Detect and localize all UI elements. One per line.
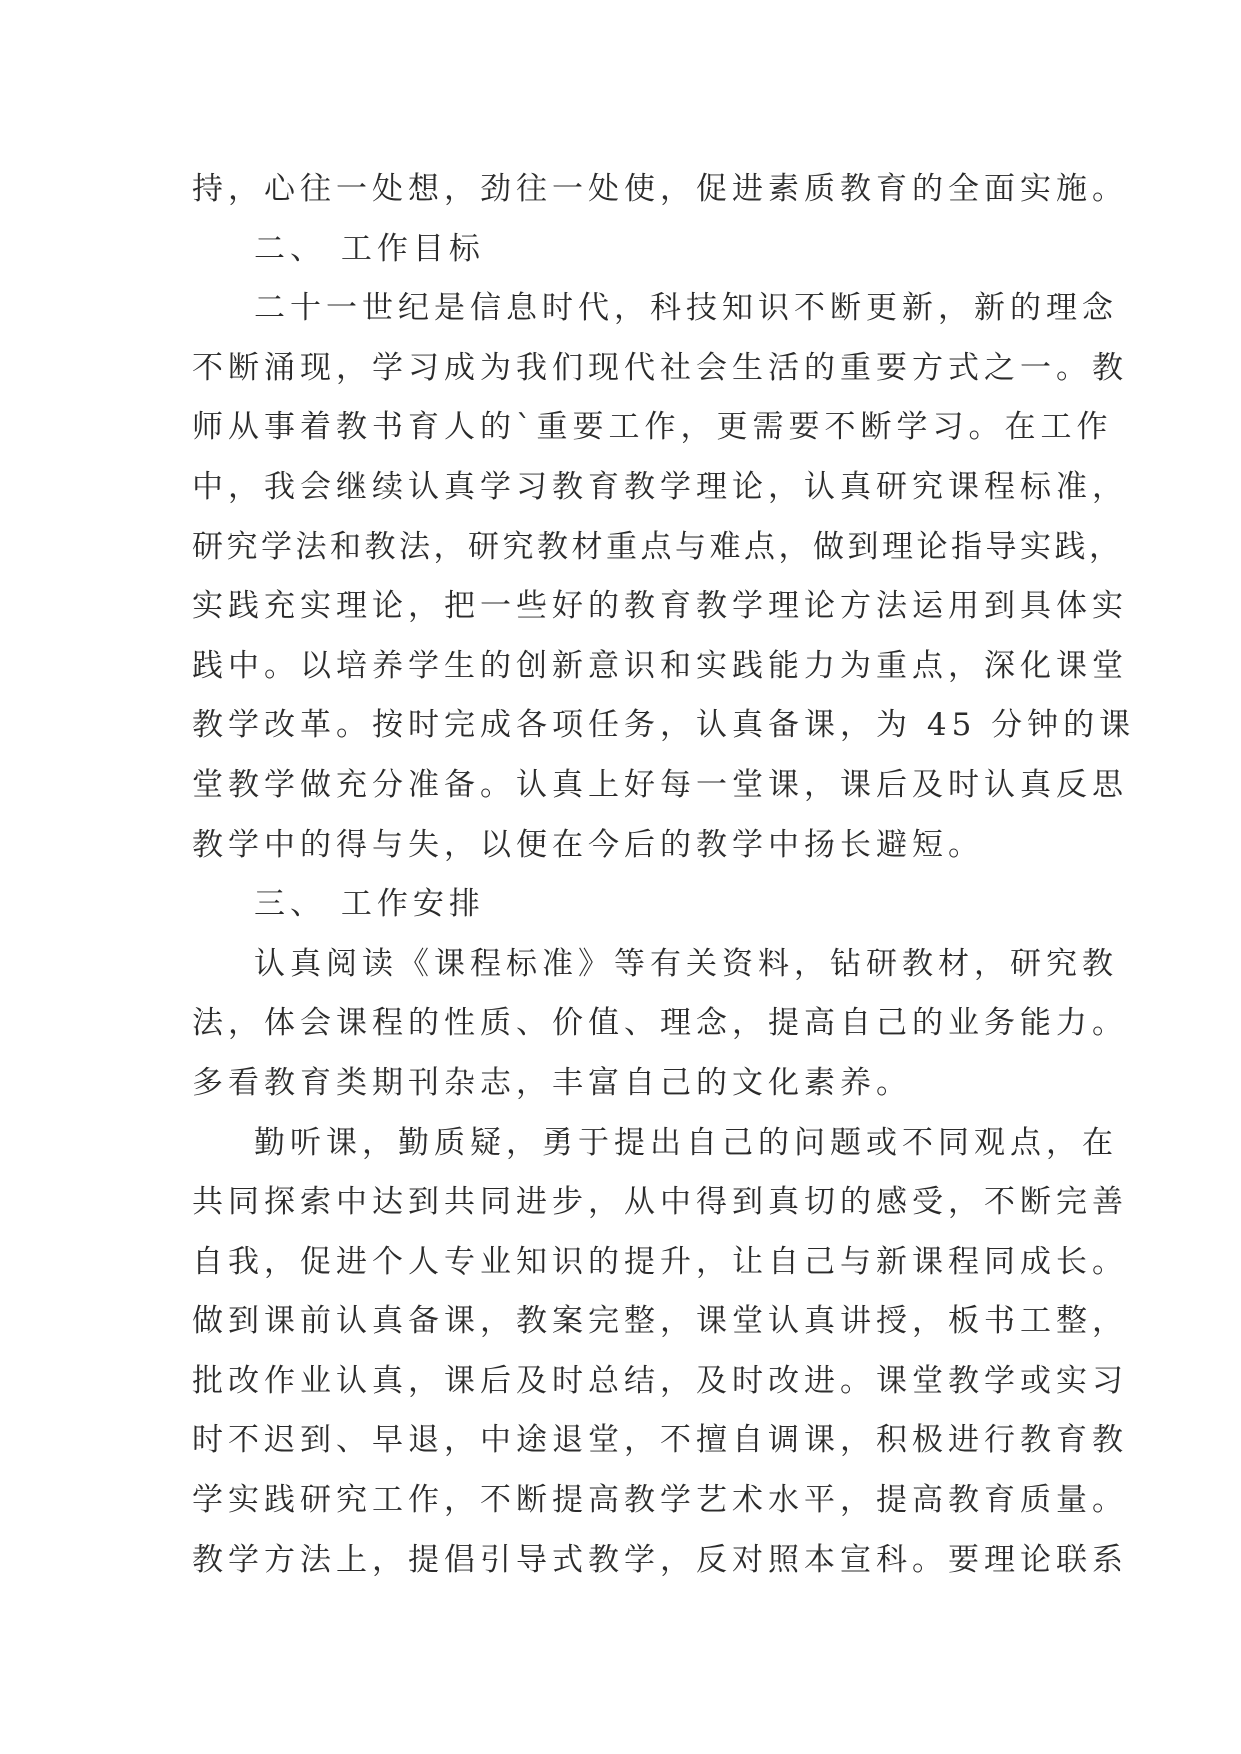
text-line: 不断涌现，学习成为我们现代社会生活的重要方式之一。教	[192, 349, 1128, 386]
text-line: 师从事着教书育人的`重要工作，更需要不断学习。在工作	[192, 409, 1113, 446]
text-line: 实践充实理论，把一些好的教育教学理论方法运用到具体实	[192, 588, 1128, 625]
text-line: 践中。以培养学生的创新意识和实践能力为重点，深化课堂	[192, 647, 1128, 684]
text-line: 批改作业认真，课后及时总结，及时改进。课堂教学或实习	[192, 1362, 1128, 1399]
text-line: 时不迟到、早退，中途退堂，不擅自调课，积极进行教育教	[192, 1422, 1128, 1459]
text-line: 持，心往一处想，劲往一处使，促进素质教育的全面实施。	[192, 171, 1128, 207]
text-line: 教学方法上，提倡引导式教学，反对照本宣科。要理论联系	[192, 1541, 1128, 1578]
text-line: 教学中的得与失，以便在今后的教学中扬长避短。	[192, 826, 984, 863]
document-body	[192, 160, 1136, 1590]
section-heading: 三、 工作安排	[254, 886, 485, 923]
text-line: 共同探索中达到共同进步，从中得到真切的感受，不断完善	[192, 1184, 1128, 1221]
section-heading: 二、 工作目标	[254, 230, 485, 267]
text-line: 学实践研究工作，不断提高教学艺术水平，提高教育质量。	[192, 1482, 1128, 1519]
text-line: 认真阅读《课程标准》等有关资料，钻研教材，研究教	[254, 945, 1118, 982]
text-line: 勤听课，勤质疑，勇于提出自己的问题或不同观点，在	[254, 1124, 1118, 1161]
text-line: 教学改革。按时完成各项任务，认真备课，为 45 分钟的课	[192, 707, 1136, 744]
text-line: 自我，促进个人专业知识的提升，让自己与新课程同成长。	[192, 1243, 1128, 1280]
text-line: 中，我会继续认真学习教育教学理论，认真研究课程标准，	[192, 468, 1128, 505]
text-line: 二十一世纪是信息时代，科技知识不断更新，新的理念	[254, 290, 1118, 327]
text-line: 堂教学做充分准备。认真上好每一堂课，课后及时认真反思	[192, 766, 1128, 803]
text-line: 多看教育类期刊杂志，丰富自己的文化素养。	[192, 1064, 912, 1101]
text-line: 做到课前认真备课，教案完整，课堂认真讲授，板书工整，	[192, 1303, 1128, 1340]
text-line: 法，体会课程的性质、价值、理念，提高自己的业务能力。	[192, 1005, 1128, 1042]
text-line: 研究学法和教法，研究教材重点与难点，做到理论指导实践，	[192, 528, 1124, 565]
